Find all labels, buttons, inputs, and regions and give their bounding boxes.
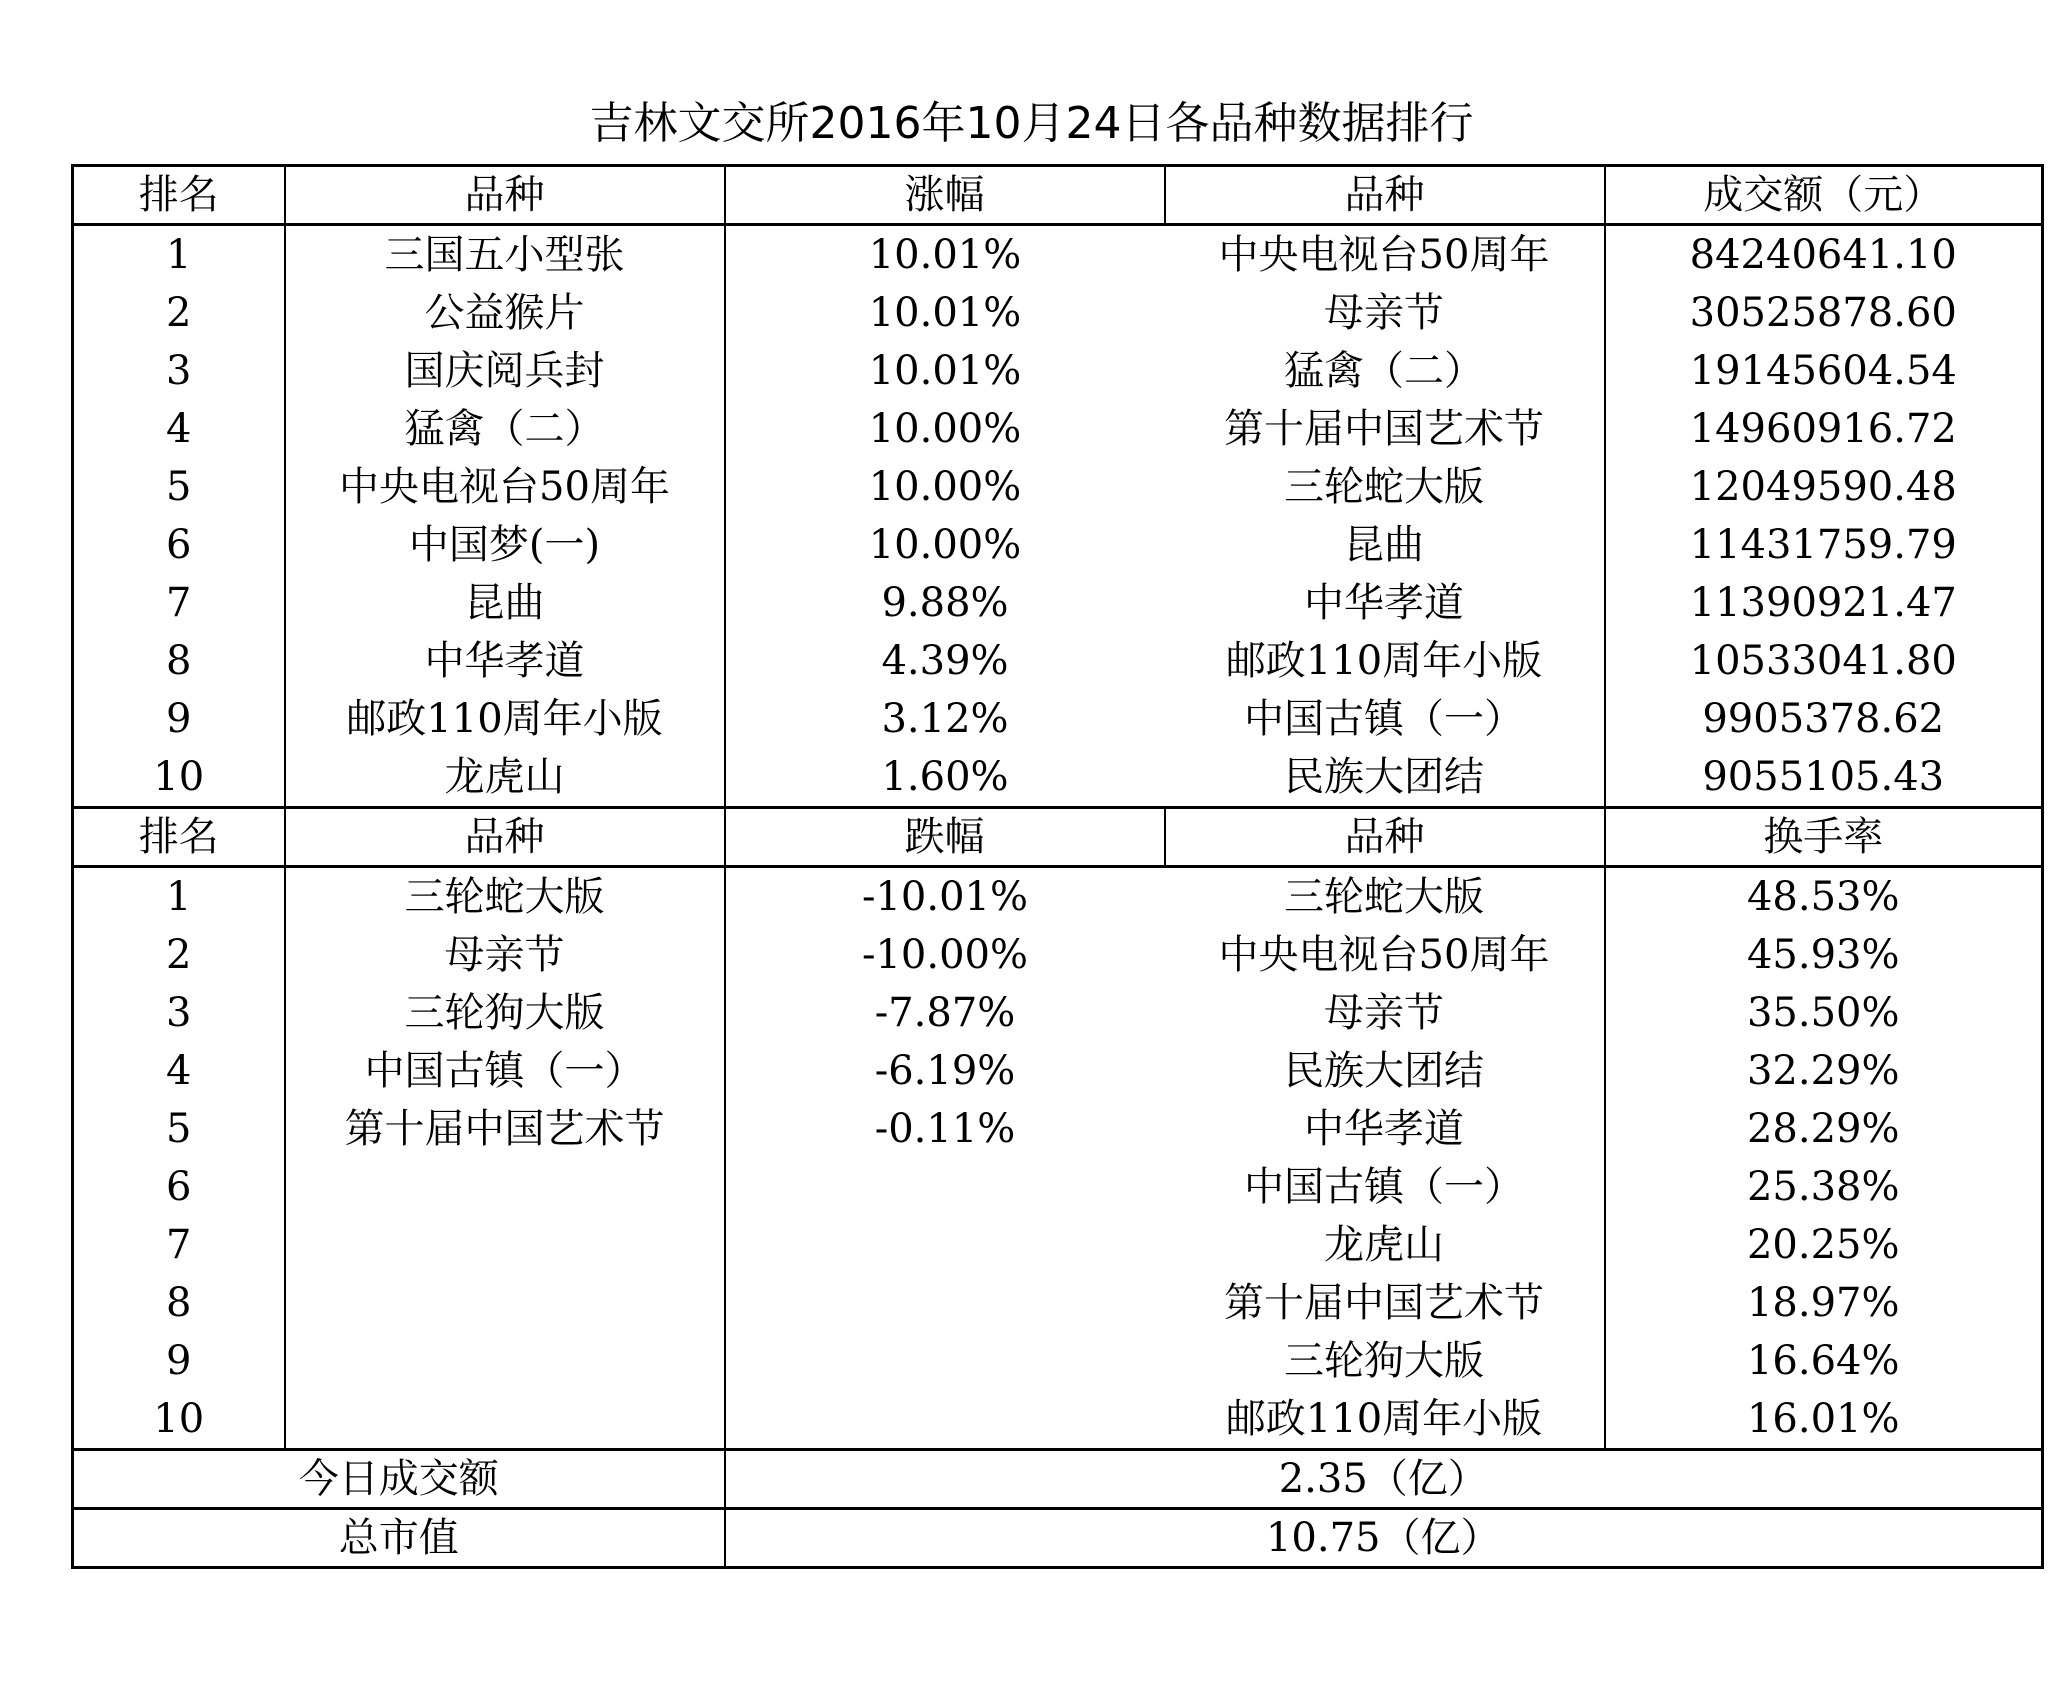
cell-variety-a: 母亲节 <box>285 926 725 984</box>
bottom-header-loss: 跌幅 <box>725 808 1165 867</box>
cell-variety-b: 第十届中国艺术节 <box>1165 1274 1605 1332</box>
cell-variety-a: 中国梦(一) <box>285 516 725 574</box>
cell-variety-a: 邮政110周年小版 <box>285 690 725 748</box>
ranking-table <box>71 164 2044 1569</box>
table-row <box>73 632 2043 690</box>
cell-variety-b: 中国古镇（一） <box>1165 1158 1605 1216</box>
cell-variety-a <box>285 1158 725 1216</box>
top-section <box>73 166 2043 225</box>
table-row <box>73 926 2043 984</box>
cell-variety-a: 中央电视台50周年 <box>285 458 725 516</box>
market-cap-row <box>73 1509 2043 1568</box>
cell-variety-b: 三轮蛇大版 <box>1165 867 1605 927</box>
cell-variety-a: 猛禽（二） <box>285 400 725 458</box>
table-row <box>73 984 2043 1042</box>
table-row <box>73 1390 2043 1450</box>
cell-metric-a: 9.88% <box>881 580 1009 626</box>
cell-variety-b: 第十届中国艺术节 <box>1165 400 1605 458</box>
cell-metric-b: 84240641.10 <box>1689 232 1957 278</box>
cell-metric-a <box>725 1274 1165 1332</box>
table-row <box>73 1042 2043 1100</box>
cell-metric-a <box>725 1158 1165 1216</box>
cell-rank: 5 <box>73 458 285 516</box>
cell-rank: 4 <box>73 1042 285 1100</box>
bottom-section <box>73 808 2043 867</box>
cell-metric-b: 32.29% <box>1746 1048 1900 1094</box>
cell-variety-a: 国庆阅兵封 <box>285 342 725 400</box>
cell-variety-b: 中华孝道 <box>1165 574 1605 632</box>
today-turnover-value: 2.35（亿） <box>725 1450 2043 1509</box>
cell-variety-a: 三国五小型张 <box>285 225 725 285</box>
cell-metric-b: 11390921.47 <box>1689 580 1957 626</box>
cell-variety-a <box>285 1216 725 1274</box>
cell-rank: 10 <box>73 748 285 808</box>
cell-metric-b: 19145604.54 <box>1689 348 1957 394</box>
cell-metric-b: 45.93% <box>1746 932 1900 978</box>
cell-rank: 8 <box>73 632 285 690</box>
cell-metric-a: 10.01% <box>868 290 1022 336</box>
cell-variety-b: 三轮蛇大版 <box>1165 458 1605 516</box>
cell-variety-b: 中华孝道 <box>1165 1100 1605 1158</box>
cell-metric-a: 10.01% <box>868 232 1022 278</box>
today-turnover-label: 今日成交额 <box>73 1450 725 1509</box>
cell-variety-a: 公益猴片 <box>285 284 725 342</box>
cell-variety-b: 邮政110周年小版 <box>1165 632 1605 690</box>
cell-metric-a: 10.01% <box>868 348 1022 394</box>
table-row <box>73 748 2043 808</box>
cell-rank: 10 <box>73 1390 285 1450</box>
cell-metric-b: 14960916.72 <box>1689 406 1957 452</box>
bottom-rows <box>73 867 2043 1450</box>
cell-variety-b: 猛禽（二） <box>1165 342 1605 400</box>
cell-rank: 2 <box>73 284 285 342</box>
table-row <box>73 400 2043 458</box>
cell-rank: 7 <box>73 574 285 632</box>
cell-variety-a: 中华孝道 <box>285 632 725 690</box>
cell-rank: 9 <box>73 1332 285 1390</box>
table-row <box>73 458 2043 516</box>
cell-variety-b: 母亲节 <box>1165 984 1605 1042</box>
table-row <box>73 516 2043 574</box>
cell-metric-b: 16.01% <box>1746 1396 1900 1442</box>
cell-variety-b: 龙虎山 <box>1165 1216 1605 1274</box>
cell-metric-b: 28.29% <box>1746 1106 1900 1152</box>
cell-rank: 2 <box>73 926 285 984</box>
summary-section <box>73 1450 2043 1568</box>
cell-variety-a <box>285 1332 725 1390</box>
top-header-rank: 排名 <box>73 166 285 225</box>
cell-metric-b: 16.64% <box>1746 1338 1900 1384</box>
cell-metric-a: -7.87% <box>874 990 1016 1036</box>
page-title: 吉林文交所2016年10月24日各品种数据排行 <box>589 98 1474 149</box>
table-row <box>73 867 2043 927</box>
cell-metric-b: 12049590.48 <box>1689 464 1957 510</box>
cell-rank: 7 <box>73 1216 285 1274</box>
cell-rank: 6 <box>73 516 285 574</box>
cell-variety-b: 中国古镇（一） <box>1165 690 1605 748</box>
cell-variety-a <box>285 1390 725 1450</box>
cell-variety-a: 三轮狗大版 <box>285 984 725 1042</box>
cell-variety-b: 母亲节 <box>1165 284 1605 342</box>
table-row <box>73 284 2043 342</box>
cell-rank: 3 <box>73 342 285 400</box>
market-cap-value: 10.75（亿） <box>725 1509 2043 1568</box>
top-header-variety-a: 品种 <box>285 166 725 225</box>
table-row <box>73 225 2043 285</box>
cell-metric-a <box>725 1216 1165 1274</box>
cell-rank: 6 <box>73 1158 285 1216</box>
cell-metric-b: 20.25% <box>1746 1222 1900 1268</box>
cell-variety-b: 三轮狗大版 <box>1165 1332 1605 1390</box>
cell-metric-a: -6.19% <box>874 1048 1016 1094</box>
cell-metric-a: 4.39% <box>881 638 1009 684</box>
cell-metric-b: 30525878.60 <box>1689 290 1957 336</box>
bottom-header-rank: 排名 <box>73 808 285 867</box>
cell-variety-b: 民族大团结 <box>1165 748 1605 808</box>
bottom-header-variety-a: 品种 <box>285 808 725 867</box>
cell-rank: 1 <box>73 225 285 285</box>
table-row <box>73 1274 2043 1332</box>
table-row <box>73 1332 2043 1390</box>
cell-metric-b: 18.97% <box>1746 1280 1900 1326</box>
cell-variety-a: 昆曲 <box>285 574 725 632</box>
cell-metric-a: 10.00% <box>868 464 1022 510</box>
cell-metric-b: 10533041.80 <box>1689 638 1957 684</box>
cell-metric-b: 48.53% <box>1746 874 1900 920</box>
cell-variety-b: 民族大团结 <box>1165 1042 1605 1100</box>
table-row <box>73 690 2043 748</box>
table-row <box>73 1216 2043 1274</box>
cell-metric-b: 11431759.79 <box>1689 522 1957 568</box>
market-cap-label: 总市值 <box>73 1509 725 1568</box>
cell-metric-a: 10.00% <box>868 522 1022 568</box>
top-header-variety-b: 品种 <box>1165 166 1605 225</box>
cell-metric-a: -10.01% <box>861 874 1029 920</box>
top-header-gain: 涨幅 <box>725 166 1165 225</box>
top-header-turnover: 成交额（元） <box>1605 166 2043 225</box>
cell-variety-b: 中央电视台50周年 <box>1165 225 1605 285</box>
cell-metric-a <box>725 1332 1165 1390</box>
cell-rank: 1 <box>73 867 285 927</box>
cell-variety-a: 龙虎山 <box>285 748 725 808</box>
cell-rank: 4 <box>73 400 285 458</box>
cell-metric-a <box>725 1390 1165 1450</box>
table-row <box>73 1100 2043 1158</box>
cell-metric-a: 3.12% <box>881 696 1009 742</box>
cell-variety-a <box>285 1274 725 1332</box>
cell-rank: 8 <box>73 1274 285 1332</box>
cell-metric-a: 10.00% <box>868 406 1022 452</box>
cell-metric-a: -0.11% <box>874 1106 1016 1152</box>
table-row <box>73 1158 2043 1216</box>
table-row <box>73 574 2043 632</box>
cell-metric-b: 25.38% <box>1746 1164 1900 1210</box>
today-turnover-row <box>73 1450 2043 1509</box>
cell-rank: 3 <box>73 984 285 1042</box>
cell-metric-b: 35.50% <box>1746 990 1900 1036</box>
cell-variety-a: 三轮蛇大版 <box>285 867 725 927</box>
cell-rank: 5 <box>73 1100 285 1158</box>
cell-variety-b: 昆曲 <box>1165 516 1605 574</box>
top-header-row <box>73 166 2043 225</box>
cell-variety-b: 中央电视台50周年 <box>1165 926 1605 984</box>
bottom-header-row <box>73 808 2043 867</box>
top-rows <box>73 225 2043 808</box>
cell-metric-a: 1.60% <box>881 754 1009 800</box>
table-row <box>73 342 2043 400</box>
bottom-header-turnover-rate: 换手率 <box>1605 808 2043 867</box>
cell-rank: 9 <box>73 690 285 748</box>
bottom-header-variety-b: 品种 <box>1165 808 1605 867</box>
cell-variety-a: 中国古镇（一） <box>285 1042 725 1100</box>
cell-metric-b: 9905378.62 <box>1702 696 1945 742</box>
cell-metric-a: -10.00% <box>861 932 1029 978</box>
cell-variety-a: 第十届中国艺术节 <box>285 1100 725 1158</box>
cell-variety-b: 邮政110周年小版 <box>1165 1390 1605 1450</box>
cell-metric-b: 9055105.43 <box>1702 754 1945 800</box>
